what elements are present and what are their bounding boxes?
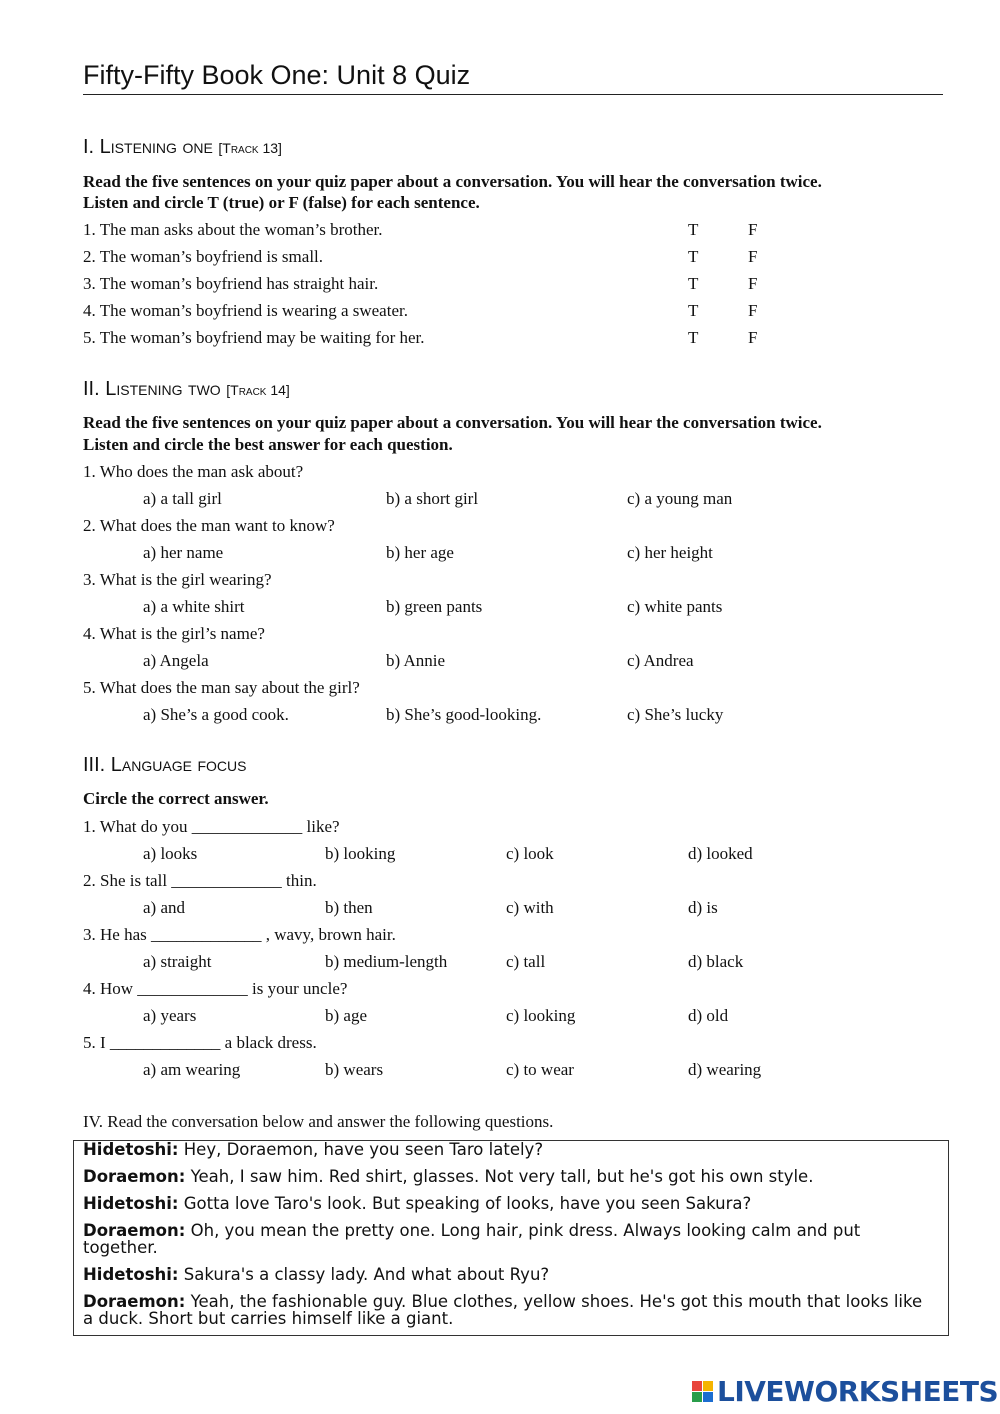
- answer-option[interactable]: b) She’s good-looking.: [386, 705, 542, 724]
- answer-option[interactable]: b) looking: [325, 844, 396, 863]
- answer-option[interactable]: b) medium-length: [325, 952, 448, 971]
- answer-option[interactable]: a) her name: [143, 543, 224, 562]
- speech-text: Yeah, I saw him. Red shirt, glasses. Not very tall, but he's got his own style.: [185, 1167, 814, 1186]
- answer-option[interactable]: a) looks: [143, 844, 198, 863]
- conversation-line: [83, 1195, 933, 1212]
- conversation-line: [83, 1222, 933, 1256]
- section-1-title: I. Listening one: [83, 136, 213, 158]
- answer-option[interactable]: d) black: [688, 952, 744, 971]
- answer-option[interactable]: b) green pants: [386, 597, 483, 616]
- logo-text: LIVEWORKSHEETS: [717, 1374, 999, 1408]
- tf-statement: 2. The woman’s boyfriend is small.: [83, 247, 324, 266]
- tf-statement: 1. The man asks about the woman’s brother.: [83, 220, 383, 239]
- answer-option[interactable]: d) looked: [688, 844, 753, 863]
- answer-option[interactable]: a) am wearing: [143, 1060, 241, 1079]
- answer-option[interactable]: a) and: [143, 898, 186, 917]
- false-option[interactable]: F: [748, 274, 758, 293]
- conversation-line: [83, 1266, 933, 1283]
- speaker-name: Doraemon:: [83, 1221, 186, 1240]
- answer-option[interactable]: c) white pants: [627, 597, 723, 616]
- speech-text: Sakura's a classy lady. And what about Ryu?: [178, 1265, 550, 1284]
- false-option[interactable]: F: [748, 301, 758, 320]
- question: 1. What do you _____________ like?: [83, 817, 340, 836]
- answer-option[interactable]: a) a tall girl: [143, 489, 222, 508]
- answer-option[interactable]: b) Annie: [386, 651, 446, 670]
- section-2-instruction-1: Read the five sentences on your quiz paper about a conversation. You will hear the conversation twice.: [83, 413, 822, 432]
- answer-option[interactable]: c) with: [506, 898, 554, 917]
- answer-option[interactable]: c) look: [506, 844, 554, 863]
- question: 3. What is the girl wearing?: [83, 570, 272, 589]
- answer-option[interactable]: b) a short girl: [386, 489, 479, 508]
- true-option[interactable]: T: [688, 274, 699, 293]
- question: 4. How _____________ is your uncle?: [83, 979, 348, 998]
- section-1-instruction-1: Read the five sentences on your quiz paper about a conversation. You will hear the conversation twice.: [83, 172, 822, 191]
- answer-option[interactable]: c) a young man: [627, 489, 733, 508]
- answer-option[interactable]: a) years: [143, 1006, 197, 1025]
- answer-option[interactable]: a) a white shirt: [143, 597, 245, 616]
- answer-option[interactable]: a) straight: [143, 952, 212, 971]
- question: 4. What is the girl’s name?: [83, 624, 265, 643]
- answer-option[interactable]: c) tall: [506, 952, 546, 971]
- speaker-name: Hidetoshi:: [83, 1265, 179, 1284]
- true-option[interactable]: T: [688, 247, 699, 266]
- speaker-name: Doraemon:: [83, 1167, 186, 1186]
- speech-text: Gotta love Taro's look. But speaking of looks, have you seen Sakura?: [178, 1194, 752, 1213]
- answer-option[interactable]: c) to wear: [506, 1060, 574, 1079]
- section-2-title: II. Listening two: [83, 378, 221, 400]
- answer-option[interactable]: a) She’s a good cook.: [143, 705, 289, 724]
- speaker-name: Hidetoshi:: [83, 1194, 179, 1213]
- question: 5. I _____________ a black dress.: [83, 1033, 317, 1052]
- answer-option[interactable]: d) is: [688, 898, 718, 917]
- page-title: Fifty-Fifty Book One: Unit 8 Quiz: [83, 58, 943, 95]
- answer-option[interactable]: c) her height: [627, 543, 713, 562]
- speech-text: Yeah, the fashionable guy. Blue clothes, yellow shoes. He's got this mouth that looks like a duck. Short but carries himself like a giant.: [83, 1292, 923, 1328]
- question: 1. Who does the man ask about?: [83, 462, 304, 481]
- answer-option[interactable]: a) Angela: [143, 651, 209, 670]
- answer-option[interactable]: b) her age: [386, 543, 454, 562]
- section-2-track: [Track 14]: [226, 382, 290, 398]
- section-1-heading: [83, 135, 282, 160]
- question: 2. What does the man want to know?: [83, 516, 335, 535]
- question: 5. What does the man say about the girl?: [83, 678, 360, 697]
- tf-statement: 5. The woman’s boyfriend may be waiting for her.: [83, 328, 425, 347]
- answer-option[interactable]: c) Andrea: [627, 651, 694, 670]
- answer-option[interactable]: b) age: [325, 1006, 368, 1025]
- answer-option[interactable]: d) wearing: [688, 1060, 762, 1079]
- section-1-instruction-2: Listen and circle T (true) or F (false) for each sentence.: [83, 193, 480, 212]
- section-3-title: III. Language focus: [83, 754, 247, 776]
- tf-statement: 3. The woman’s boyfriend has straight hair.: [83, 274, 379, 293]
- liveworksheets-logo: [692, 1374, 999, 1408]
- question: 3. He has _____________ , wavy, brown hair.: [83, 925, 396, 944]
- speech-text: Hey, Doraemon, have you seen Taro lately?: [178, 1140, 544, 1159]
- answer-option[interactable]: c) She’s lucky: [627, 705, 724, 724]
- false-option[interactable]: F: [748, 328, 758, 347]
- true-option[interactable]: T: [688, 328, 699, 347]
- answer-option[interactable]: d) old: [688, 1006, 729, 1025]
- section-1-track: [Track 13]: [218, 140, 282, 156]
- tf-statement: 4. The woman’s boyfriend is wearing a sweater.: [83, 301, 408, 320]
- speaker-name: Doraemon:: [83, 1292, 186, 1311]
- section-3-instruction: Circle the correct answer.: [83, 789, 269, 808]
- conversation-line: [83, 1168, 933, 1185]
- answer-option[interactable]: b) then: [325, 898, 373, 917]
- section-4-heading: IV. Read the conversation below and answer the following questions.: [83, 1112, 554, 1131]
- section-3-heading: [83, 753, 246, 777]
- true-option[interactable]: T: [688, 220, 699, 239]
- section-2-heading: [83, 377, 290, 402]
- section-2-instruction-2: Listen and circle the best answer for each question.: [83, 435, 453, 454]
- question: 2. She is tall _____________ thin.: [83, 871, 317, 890]
- answer-option[interactable]: b) wears: [325, 1060, 384, 1079]
- speaker-name: Hidetoshi:: [83, 1140, 179, 1159]
- logo-mark-icon: [692, 1381, 713, 1402]
- false-option[interactable]: F: [748, 247, 758, 266]
- conversation-line: [83, 1141, 933, 1158]
- conversation-line: [83, 1293, 933, 1327]
- speech-text: Oh, you mean the pretty one. Long hair, pink dress. Always looking calm and put together.: [83, 1221, 861, 1257]
- answer-option[interactable]: c) looking: [506, 1006, 576, 1025]
- true-option[interactable]: T: [688, 301, 699, 320]
- false-option[interactable]: F: [748, 220, 758, 239]
